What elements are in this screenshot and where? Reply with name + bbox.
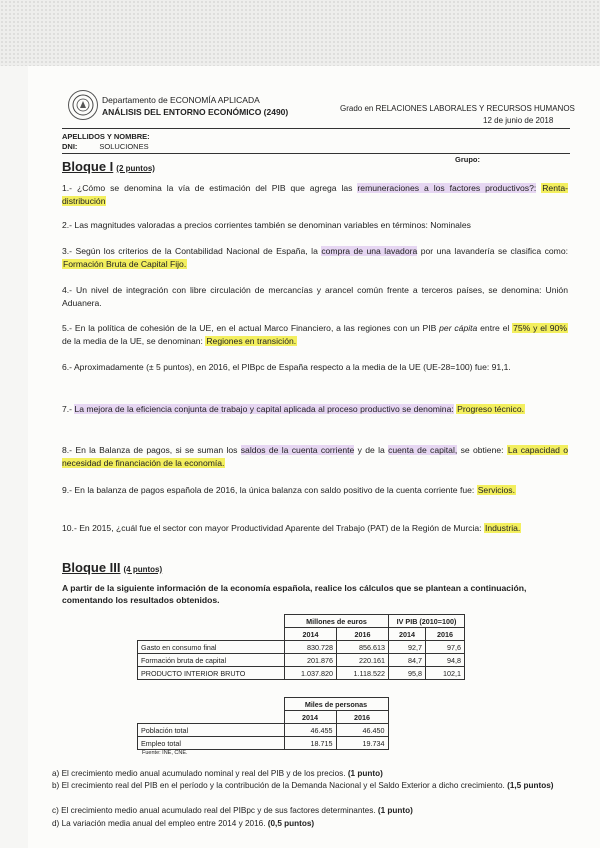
q5-marked: 75% y el 90% (513, 323, 567, 333)
q9-text: 9.- En la balanza de pagos española de 2016, la única balanza con saldo positivo de la cuenta corriente fue: (62, 485, 477, 495)
cell: 18.715 (284, 737, 336, 750)
university-seal-icon (68, 90, 98, 120)
question-7 (62, 403, 568, 416)
cell: 201.876 (285, 654, 337, 667)
q6-text: 6.- Aproximadamente (± 5 puntos), en 2016, el PIBpc de España respecto a la media de la UE (UE-28=100) fue: (62, 362, 492, 372)
cell: 220.161 (337, 654, 389, 667)
q8-marked: saldos de la cuenta corriente (240, 445, 355, 455)
cell: 94,8 (426, 654, 465, 667)
task-c (52, 805, 570, 816)
bloque-3-heading: Bloque III (62, 560, 121, 575)
degree-name: Grado en RELACIONES LABORALES Y RECURSOS HUMANOS (340, 104, 575, 113)
empty-cell (138, 711, 285, 724)
table-row (138, 724, 389, 737)
table-row (138, 654, 465, 667)
scan-top-band (0, 0, 600, 66)
group-header-euros: Millones de euros (285, 615, 389, 628)
table-row (138, 737, 389, 750)
q4-text: 4.- Un nivel de integración con libre circulación de mercancías y arancel común frente a terceros países, se denomina: (62, 285, 546, 295)
task-text: El crecimiento real del PIB en el período y la contribución de la Demanda Nacional y el Saldo Exterior a dicho crecimiento. (61, 781, 505, 790)
q6-answer: 91,1. (491, 362, 511, 372)
bloque-3-points: (4 puntos) (123, 565, 163, 574)
cell: 856.613 (337, 641, 389, 654)
q7-marked: La mejora de la eficiencia conjunta de trabajo y capital aplicada al proceso productivo se denomina: (74, 404, 454, 414)
table-year-header (138, 628, 465, 641)
cell: 92,7 (389, 641, 426, 654)
q8-text: 8.- En la Balanza de pagos, si se suman los (62, 445, 241, 455)
q8-text-3: se obtiene: (457, 445, 507, 455)
q10-text: 10.- En 2015, ¿cuál fue el sector con mayor Productividad Aparente del Trabajo (PAT) de la Región de Murcia: (62, 523, 484, 533)
question-5 (62, 322, 568, 347)
table-source: Fuente: INE, CNE. (142, 750, 188, 756)
task-letter: b) (52, 781, 60, 790)
cell: 830.728 (285, 641, 337, 654)
department-name: Departamento de ECONOMÍA APLICADA (102, 95, 260, 105)
economic-data-table (137, 614, 465, 680)
row-label: Población total (138, 724, 285, 737)
question-3 (62, 245, 568, 270)
task-d (52, 818, 570, 829)
q5-text-3: de la media de la UE, se denominan: (62, 335, 206, 346)
q1-text: 1.- ¿Cómo se denomina la vía de estimación del PIB que agrega las (62, 183, 358, 193)
student-divider (62, 153, 570, 154)
q2-text: 2.- Las magnitudes valoradas a precios corrientes también se denominan variables en términos: (62, 220, 431, 230)
cell: 1.037.820 (285, 667, 337, 680)
question-9 (62, 484, 568, 497)
task-letter: d) (52, 819, 60, 828)
row-label: PRODUCTO INTERIOR BRUTO (138, 667, 285, 680)
task-text: La variación media anual del empleo entre 2014 y 2016. (61, 819, 266, 828)
task-letter: c) (52, 806, 59, 815)
year-header: 2016 (336, 711, 388, 724)
q3-text-2: por una lavandería se clasifica como: (417, 246, 568, 256)
year-header: 2016 (337, 628, 389, 641)
bloque-1-points: (2 puntos) (116, 164, 155, 173)
q7-answer: Progreso técnico. (457, 404, 524, 414)
year-header: 2016 (426, 628, 465, 641)
bloque-3-title (62, 560, 162, 575)
cell: 1.118.522 (337, 667, 389, 680)
header-divider (62, 128, 570, 129)
task-points: (1 punto) (377, 806, 413, 815)
subject-name: ANÁLISIS DEL ENTORNO ECONÓMICO (2490) (102, 107, 289, 117)
task-a (52, 768, 570, 779)
dni-row (62, 142, 149, 151)
task-points: (1,5 puntos) (507, 781, 554, 790)
q8-answer: La capacidad o necesidad de financiación de la economía. (62, 445, 568, 468)
dni-value: SOLUCIONES (99, 142, 149, 151)
q5-italic: per cápita (439, 323, 478, 333)
task-text: El crecimiento medio anual acumulado nominal y real del PIB y de los precios. (61, 769, 346, 778)
table-row (138, 667, 465, 680)
table-group-header (138, 698, 389, 711)
task-points: (0,5 puntos) (267, 819, 315, 828)
cell: 46.455 (284, 724, 336, 737)
row-label: Formación bruta de capital (138, 654, 285, 667)
group-header-persons: Miles de personas (284, 698, 388, 711)
bloque-1-heading: Bloque I (62, 159, 114, 174)
cell: 95,8 (389, 667, 426, 680)
q3-answer: Formación Bruta de Capital Fijo. (63, 258, 187, 269)
q7-text: 7.- (62, 404, 75, 414)
q8-text-2: y de la (354, 445, 389, 455)
table-row (138, 641, 465, 654)
year-header: 2014 (285, 628, 337, 641)
cell: 19.734 (336, 737, 388, 750)
question-6 (62, 361, 568, 374)
q3-text: 3.- Según los criterios de la Contabilidad Nacional de España, la (62, 246, 322, 256)
year-header: 2014 (284, 711, 336, 724)
question-1 (62, 182, 568, 207)
empty-cell (138, 615, 285, 628)
question-2 (62, 219, 568, 232)
cell: 84,7 (389, 654, 426, 667)
task-letter: a) (52, 769, 60, 778)
year-header: 2014 (389, 628, 426, 641)
empty-cell (138, 628, 285, 641)
q5-text-2: entre el (477, 323, 513, 333)
q9-answer: Servicios. (477, 485, 515, 495)
bloque-1-title (62, 159, 155, 174)
q4-answer: Unión Aduanera. (62, 285, 568, 308)
table-year-header (138, 711, 389, 724)
task-text: El crecimiento medio anual acumulado real del PIBpc y de sus factores determinantes. (61, 806, 376, 815)
population-table (137, 697, 389, 750)
cell: 46.450 (336, 724, 388, 737)
dni-label: DNI: (62, 142, 78, 151)
question-8 (62, 444, 568, 469)
q2-answer: Nominales (430, 220, 471, 230)
task-points: (1 punto) (347, 769, 383, 778)
group-label: Grupo: (455, 155, 480, 164)
row-label: Gasto en consumo final (138, 641, 285, 654)
q1-answer: Renta- distribución (62, 183, 568, 206)
empty-cell (138, 698, 285, 711)
task-b (52, 780, 570, 791)
question-4 (62, 284, 568, 309)
cell: 97,6 (426, 641, 465, 654)
q8-marked-2: cuenta de capital, (388, 445, 458, 455)
q10-answer: Industria. (484, 523, 521, 533)
cell: 102,1 (426, 667, 465, 680)
q1-marked: remuneraciones a los factores productivos?: (357, 183, 537, 193)
exam-date: 12 de junio de 2018 (483, 116, 554, 125)
row-label: Empleo total (138, 737, 285, 750)
q3-marked: compra de una lavadora (321, 246, 418, 256)
bloque-3-intro: A partir de la siguiente información de la economía española, realice los cálculos que se plantean a continuación, comentando los resultados obtenidos. (62, 583, 527, 605)
group-header-ipib: IV PIB (2010=100) (389, 615, 465, 628)
question-10 (62, 522, 568, 535)
q5-text: 5.- En la política de cohesión de la UE, en el actual Marco Financiero, a las regiones con un PIB (62, 323, 440, 333)
q5-answer: Regiones en transición. (206, 335, 297, 346)
name-label: APELLIDOS Y NOMBRE: (62, 132, 150, 141)
table-group-header (138, 615, 465, 628)
